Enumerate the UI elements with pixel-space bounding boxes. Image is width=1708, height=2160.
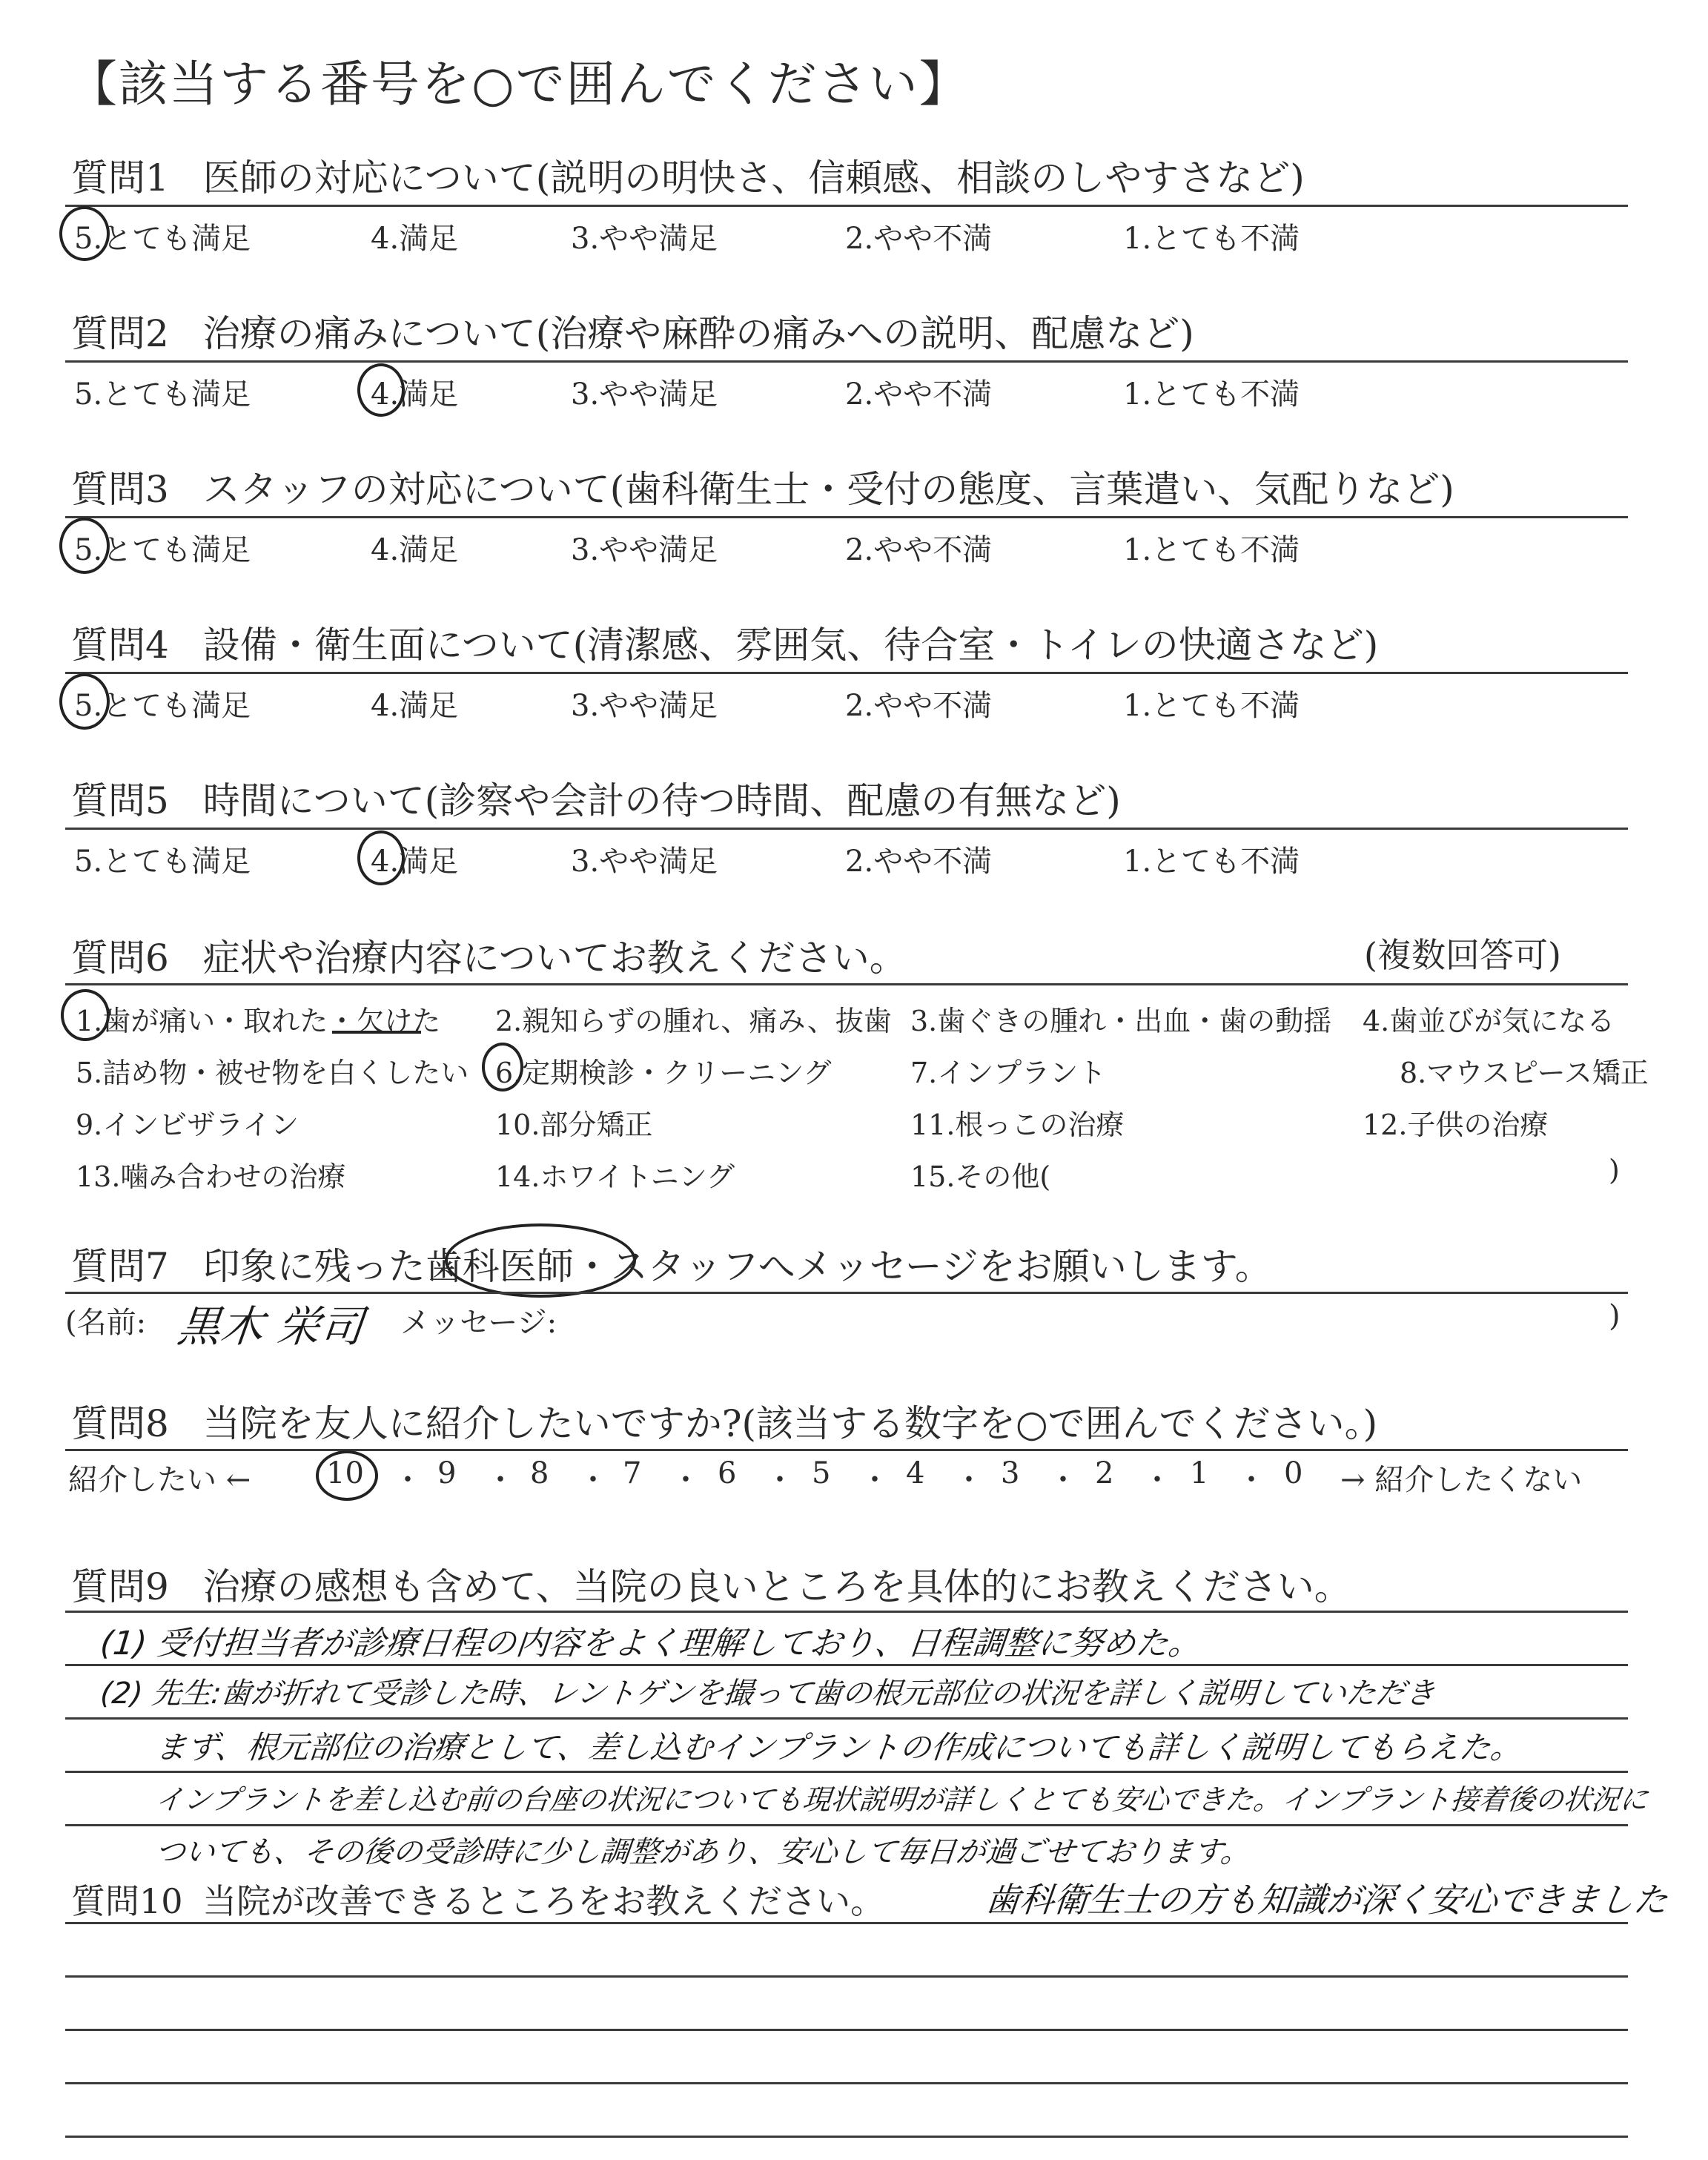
q3-text: スタッフの対応について(歯科衛生士・受付の態度、言葉遣い、気配りなど) bbox=[202, 468, 1454, 511]
q2-option-4[interactable]: 4.満足 bbox=[371, 377, 459, 412]
q6-rule bbox=[65, 983, 1628, 985]
q9-answer-line-1: (1) 受付担当者が診療日程の内容をよく理解しており、日程調整に努めた。 bbox=[98, 1625, 1203, 1662]
q1-title bbox=[71, 148, 1305, 202]
q9-text: 治療の感想も含めて、当院の良いところを具体的にお教えください。 bbox=[202, 1565, 1351, 1608]
q10-answer-line bbox=[65, 1975, 1628, 1978]
q3-rule bbox=[65, 516, 1628, 518]
q3-option-5[interactable]: 5.とても満足 bbox=[74, 533, 251, 567]
q7-text: 印象に残った歯科医師・スタッフへメッセージをお願いします。 bbox=[202, 1245, 1272, 1288]
q9-answer-line-4: インプラントを差し込む前の台座の状況についても現状説明が詳しくとても安心できた。インプラント接着後の状況に bbox=[153, 1783, 1650, 1816]
q7-dentist-circle bbox=[445, 1223, 636, 1298]
q9-rule bbox=[65, 1611, 1628, 1613]
q6-item-6[interactable]: 6.定期検診・クリーニング bbox=[495, 1057, 832, 1089]
q4-label: 質問4 bbox=[71, 624, 169, 667]
q6-item-8[interactable]: 8.マウスピース矯正 bbox=[1400, 1057, 1649, 1089]
q8-dot: ・ bbox=[860, 1463, 890, 1497]
q8-scale-5[interactable]: 5 bbox=[812, 1456, 831, 1490]
q2-label: 質問2 bbox=[71, 312, 169, 355]
q4-rule bbox=[65, 672, 1628, 674]
q4-title bbox=[71, 615, 1378, 669]
q9-answer-line bbox=[65, 1717, 1628, 1720]
q5-title bbox=[71, 771, 1121, 825]
q6-item-7[interactable]: 7.インプラント bbox=[910, 1057, 1107, 1089]
q6-note: (複数回答可) bbox=[1364, 935, 1561, 975]
q8-dot: ・ bbox=[1142, 1463, 1172, 1497]
q1-option-1[interactable]: 1.とても不満 bbox=[1123, 222, 1300, 256]
q8-dot: ・ bbox=[671, 1463, 701, 1497]
q3-option-1[interactable]: 1.とても不満 bbox=[1123, 533, 1300, 567]
q6-label: 質問6 bbox=[71, 937, 169, 980]
q6-text: 症状や治療内容についてお教えください。 bbox=[202, 937, 907, 980]
q1-option-3[interactable]: 3.やや満足 bbox=[571, 222, 718, 256]
q1-rule bbox=[65, 205, 1628, 207]
q4-option-2[interactable]: 2.やや不満 bbox=[845, 689, 993, 723]
q9-answer-line bbox=[65, 1664, 1628, 1666]
q7-title bbox=[71, 1237, 1272, 1290]
q6-item-3[interactable]: 3.歯ぐきの腫れ・出血・歯の動揺 bbox=[910, 1005, 1332, 1037]
q6-item-1-underline bbox=[332, 1031, 421, 1034]
q3-title bbox=[71, 460, 1454, 513]
q4-option-1[interactable]: 1.とても不満 bbox=[1123, 689, 1300, 723]
q2-option-5[interactable]: 5.とても満足 bbox=[74, 377, 251, 412]
q8-dot: ・ bbox=[486, 1463, 515, 1497]
q6-item-12[interactable]: 12.子供の治療 bbox=[1363, 1109, 1549, 1141]
q6-title bbox=[71, 928, 907, 982]
q1-option-2[interactable]: 2.やや不満 bbox=[845, 222, 993, 256]
q6-item-11[interactable]: 11.根っこの治療 bbox=[910, 1109, 1125, 1141]
q8-selected-circle bbox=[316, 1450, 378, 1501]
q6-other-close: ) bbox=[1609, 1154, 1620, 1186]
q7-label: 質問7 bbox=[71, 1245, 169, 1288]
q6-item-4[interactable]: 4.歯並びが気になる bbox=[1363, 1005, 1615, 1037]
q5-option-1[interactable]: 1.とても不満 bbox=[1123, 845, 1300, 879]
q3-option-4[interactable]: 4.満足 bbox=[371, 533, 459, 567]
q9-answer-line-3: まず、根元部位の治療として、差し込むインプラントの作成についても詳しく説明してもらえた。 bbox=[153, 1729, 1524, 1766]
q1-label: 質問1 bbox=[71, 156, 169, 199]
q8-dot: ・ bbox=[393, 1463, 423, 1497]
q8-scale-0[interactable]: 0 bbox=[1284, 1456, 1303, 1490]
q8-dot: ・ bbox=[1237, 1463, 1266, 1497]
q10-answer-line bbox=[65, 2082, 1628, 2084]
q4-selected-circle bbox=[59, 673, 110, 730]
q5-option-2[interactable]: 2.やや不満 bbox=[845, 845, 993, 879]
q2-text: 治療の痛みについて(治療や麻酔の痛みへの説明、配慮など) bbox=[202, 312, 1194, 355]
q2-title bbox=[71, 304, 1194, 357]
q8-scale-10[interactable]: 10 bbox=[326, 1456, 364, 1490]
q8-scale-1[interactable]: 1 bbox=[1190, 1456, 1209, 1490]
q8-left-label: 紹介したい ← bbox=[68, 1463, 251, 1497]
q8-scale-2[interactable]: 2 bbox=[1095, 1456, 1114, 1490]
q10-title bbox=[71, 1875, 884, 1923]
q8-text: 当院を友人に紹介したいですか?(該当する数字を○で囲んでください。) bbox=[202, 1402, 1378, 1445]
q6-item-15[interactable]: 15.その他( bbox=[910, 1160, 1051, 1193]
q3-label: 質問3 bbox=[71, 468, 169, 511]
q7-close-paren: ) bbox=[1609, 1299, 1621, 1333]
q1-selected-circle bbox=[59, 206, 110, 261]
q9-label: 質問9 bbox=[71, 1565, 169, 1608]
q6-item-2[interactable]: 2.親知らずの腫れ、痛み、抜歯 bbox=[495, 1005, 892, 1037]
q10-answer-line bbox=[65, 2029, 1628, 2031]
q7-message-label: メッセージ: bbox=[400, 1306, 557, 1340]
q1-option-4[interactable]: 4.満足 bbox=[371, 222, 459, 256]
q9-answer-line-5: ついても、その後の受診時に少し調整があり、安心して毎日が過ごせております。 bbox=[153, 1835, 1252, 1869]
q6-item-5[interactable]: 5.詰め物・被せ物を白くしたい bbox=[76, 1057, 469, 1089]
q6-selected-circle-6 bbox=[482, 1043, 523, 1091]
q3-selected-circle bbox=[59, 518, 110, 574]
q2-selected-circle bbox=[357, 363, 405, 417]
q9-answer-line bbox=[65, 1771, 1628, 1773]
q8-scale-8[interactable]: 8 bbox=[530, 1456, 549, 1490]
q1-text: 医師の対応について(説明の明快さ、信頼感、相談のしやすさなど) bbox=[202, 156, 1305, 199]
q8-label: 質問8 bbox=[71, 1402, 169, 1445]
q9-title bbox=[71, 1557, 1351, 1611]
q10-text: 当院が改善できるところをお教えください。 bbox=[202, 1881, 885, 1921]
q5-label: 質問5 bbox=[71, 779, 169, 822]
q2-option-3[interactable]: 3.やや満足 bbox=[571, 377, 718, 412]
q2-rule bbox=[65, 360, 1628, 363]
q1-option-5[interactable]: 5.とても満足 bbox=[74, 222, 251, 256]
q8-scale-4[interactable]: 4 bbox=[906, 1456, 925, 1490]
q10-answer-line bbox=[65, 2136, 1628, 2138]
q8-dot: ・ bbox=[1048, 1463, 1078, 1497]
q5-rule bbox=[65, 828, 1628, 830]
q10-label: 質問10 bbox=[71, 1881, 183, 1921]
q4-option-3[interactable]: 3.やや満足 bbox=[571, 689, 718, 723]
q8-right-label: → 紹介したくない bbox=[1340, 1463, 1583, 1497]
q8-dot: ・ bbox=[954, 1463, 984, 1497]
q6-item-9[interactable]: 9.インビザライン bbox=[76, 1109, 299, 1141]
q4-option-4[interactable]: 4.満足 bbox=[371, 689, 459, 723]
q6-item-14[interactable]: 14.ホワイトニング bbox=[495, 1160, 735, 1193]
q2-option-2[interactable]: 2.やや不満 bbox=[845, 377, 993, 412]
q3-option-3[interactable]: 3.やや満足 bbox=[571, 533, 718, 567]
q8-scale-9[interactable]: 9 bbox=[437, 1456, 457, 1490]
q2-option-1[interactable]: 1.とても不満 bbox=[1123, 377, 1300, 412]
q5-option-5[interactable]: 5.とても満足 bbox=[74, 845, 251, 879]
q8-scale-3[interactable]: 3 bbox=[1001, 1456, 1020, 1490]
q4-option-5[interactable]: 5.とても満足 bbox=[74, 689, 251, 723]
q5-text: 時間について(診察や会計の待つ時間、配慮の有無など) bbox=[202, 779, 1121, 822]
q9-answer-line-2: (2) 先生:歯が折れて受診した時、レントゲンを撮って歯の根元部位の状況を詳しく説明していただき bbox=[99, 1677, 1437, 1711]
q6-selected-circle-1 bbox=[61, 989, 110, 1041]
q5-option-4[interactable]: 4.満足 bbox=[371, 845, 459, 879]
q6-item-13[interactable]: 13.噛み合わせの治療 bbox=[76, 1160, 346, 1193]
q8-scale-6[interactable]: 6 bbox=[718, 1456, 737, 1490]
q8-dot: ・ bbox=[765, 1463, 795, 1497]
q8-scale-7[interactable]: 7 bbox=[623, 1456, 642, 1490]
page-title: 【該当する番号を○で囲んでください】 bbox=[68, 56, 970, 113]
q3-option-2[interactable]: 2.やや不満 bbox=[845, 533, 993, 567]
q5-selected-circle bbox=[357, 830, 405, 885]
q10-rule bbox=[65, 1922, 1628, 1924]
q6-item-10[interactable]: 10.部分矯正 bbox=[495, 1109, 653, 1141]
q10-answer[interactable]: 歯科衛生士の方も知識が深く安心できました bbox=[983, 1880, 1670, 1920]
q4-text: 設備・衛生面について(清潔感、雰囲気、待合室・トイレの快適さなど) bbox=[202, 624, 1379, 667]
q5-option-3[interactable]: 3.やや満足 bbox=[571, 845, 718, 879]
q8-rule bbox=[65, 1449, 1628, 1451]
q8-dot: ・ bbox=[578, 1463, 608, 1497]
q7-name-value[interactable]: 黒木 栄司 bbox=[174, 1301, 366, 1352]
q8-title bbox=[71, 1394, 1377, 1447]
q9-answer-line bbox=[65, 1824, 1628, 1826]
q6-item-1[interactable]: 1.歯が痛い・取れた・欠けた bbox=[76, 1005, 441, 1037]
q7-name-label: (名前: bbox=[65, 1306, 147, 1340]
